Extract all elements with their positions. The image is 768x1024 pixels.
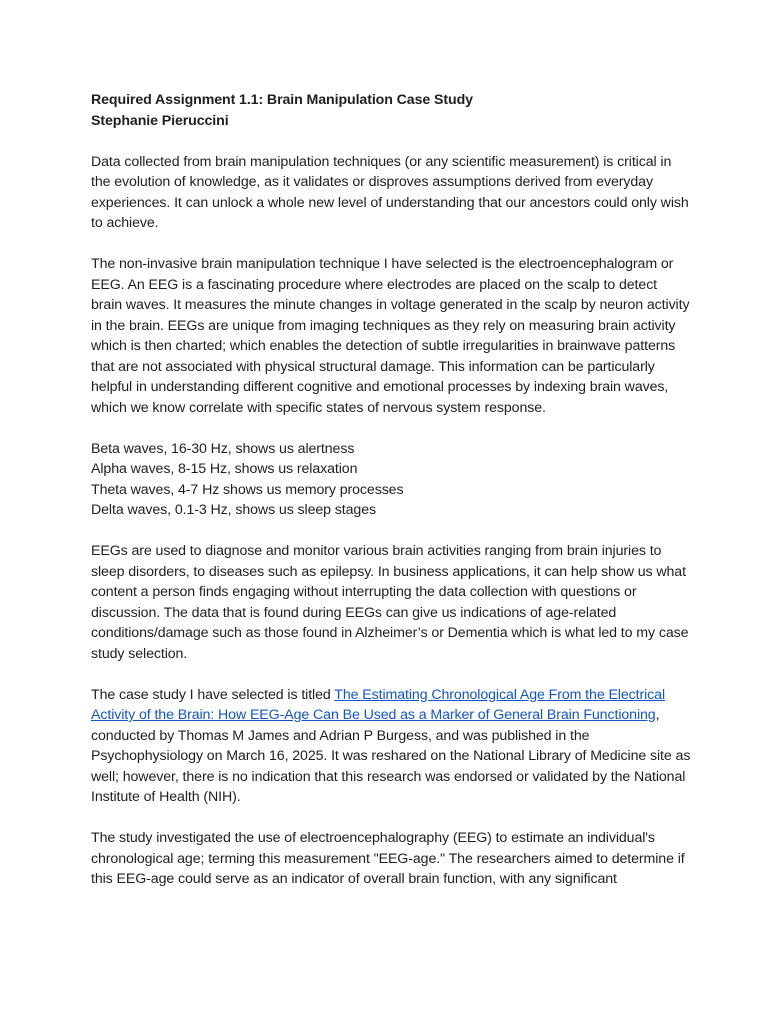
document-title: Required Assignment 1.1: Brain Manipulation Case Study (91, 92, 473, 108)
wave-item-delta: Delta waves, 0.1-3 Hz, shows us sleep stages (91, 502, 377, 518)
document-author: Stephanie Pieruccini (91, 112, 229, 129)
paragraph-intro: Data collected from brain manipulation techniques (or any scientific measurement) is critical in the evolution of knowledge, as it validates or disproves assumptions derived from everyday experiences. It can unlock a whole new level of understanding that our ancestors could only wish to achieve. (91, 153, 689, 231)
case-study-intro-text: The case study I have selected is titled (91, 686, 335, 703)
wave-item-beta: Beta waves, 16-30 Hz, shows us alertness (91, 440, 355, 457)
document-page (91, 90, 691, 910)
wave-item-alpha: Alpha waves, 8-15 Hz, shows us relaxation (91, 461, 358, 477)
document-header (91, 90, 691, 131)
case-study-details-text: , conducted by Thomas M James and Adrian P Burgess, and was published in the Psychophysiology on March 16, 2025. It was reshared on the National Library of Medicine site as well; however, there is no indication that this research was endorsed or validated by the National Institute of Health (NIH). (91, 707, 691, 805)
brain-waves-list (91, 439, 691, 521)
paragraph-study-summary: The study investigated the use of electroencephalography (EEG) to estimate an individual's chronological age; terming this measurement "EEG-age." The researchers aimed to determine if this EEG-age could serve as an indicator of overall brain function, with any significant (91, 830, 685, 887)
wave-item-theta: Theta waves, 4-7 Hz shows us memory processes (91, 481, 404, 498)
paragraph-case-study (91, 685, 691, 808)
paragraph-eeg-technique: The non-invasive brain manipulation technique I have selected is the electroencephalogram or EEG. An EEG is a fascinating procedure where electrodes are placed on the scalp to detect brain waves. It measures the minute changes in voltage generated in the scalp by neuron activity in the brain. EEGs are unique from imaging techniques as they rely on measuring brain activity which is then charted; which enables the detection of subtle irregularities in brainwave patterns that are not associated with physical structural damage. This information can be particularly helpful in understanding different cognitive and emotional processes by indexing brain waves, which we know correlate with specific states of nervous system response. (91, 256, 690, 416)
case-study-title-link[interactable]: The Estimating Chronological Age From the Electrical Activity of the Brain: How EEG-Age Can Be Used as a Marker of General Brain Functioning (91, 686, 666, 723)
paragraph-eeg-uses: EEGs are used to diagnose and monitor various brain activities ranging from brain injuries to sleep disorders, to diseases such as epilepsy. In business applications, it can help show us what content a person finds engaging without interrupting the data collection with questions or discussion. The data that is found during EEGs can give us indications of age-related conditions/damage such as those found in Alzheimer’s or Dementia which is what led to my case study selection. (91, 543, 689, 662)
